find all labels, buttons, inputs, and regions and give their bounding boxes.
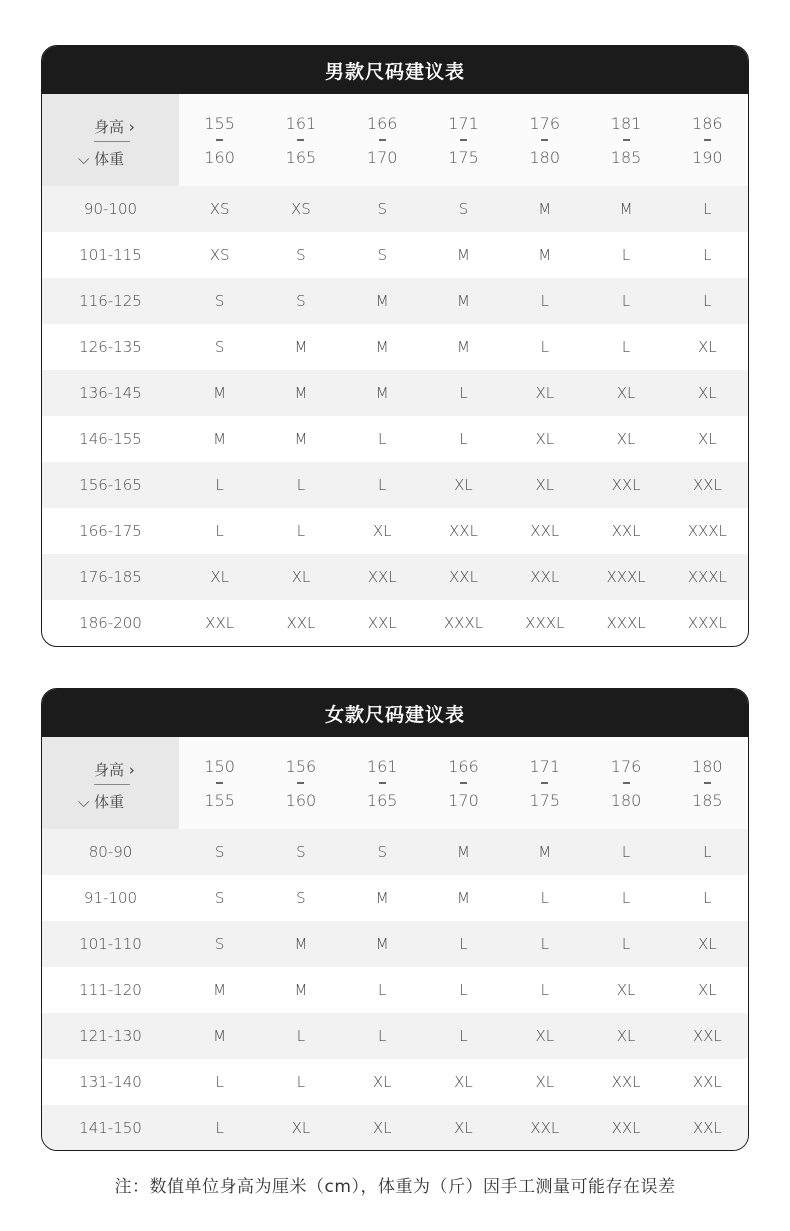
corner-cell (42, 94, 179, 186)
header-row (42, 94, 748, 186)
range-dash (379, 139, 386, 141)
height-range-min: 166 (448, 756, 479, 776)
size-cell: M (294, 430, 308, 448)
size-cell: M (538, 246, 552, 264)
size-cell: L (296, 1027, 306, 1045)
size-cell: XXL (692, 1073, 722, 1091)
height-range-header (667, 737, 748, 829)
table-row (42, 278, 748, 324)
table-row (42, 1013, 748, 1059)
men-grid (42, 94, 748, 646)
size-cell: S (296, 843, 306, 861)
size-cell: M (375, 338, 389, 356)
height-range-header (585, 737, 666, 829)
height-range-min: 161 (285, 113, 317, 133)
size-cell: L (621, 935, 631, 953)
height-range-max: 165 (285, 147, 317, 167)
size-cell: XXL (367, 568, 397, 586)
size-cell: L (296, 522, 306, 540)
corner-divider (94, 784, 130, 785)
size-cell: XL (210, 568, 229, 586)
weight-range-cell: 136-145 (79, 384, 142, 402)
size-cell: S (377, 200, 387, 218)
size-cell: XL (616, 430, 636, 448)
measurement-note: 注：数值单位身高为厘米（cm），体重为（斤）因手工测量可能存在误差 (114, 1177, 676, 1197)
weight-range-cell: 141-150 (79, 1119, 142, 1137)
size-cell: L (459, 430, 468, 448)
height-range-header (342, 737, 423, 829)
size-cell: L (215, 1119, 224, 1137)
weight-range-cell: 90-100 (83, 200, 138, 218)
weight-range-cell: 131-140 (79, 1073, 142, 1091)
height-range-max: 170 (448, 790, 479, 810)
table-row (42, 370, 748, 416)
size-cell: XL (616, 384, 636, 402)
height-range-max: 190 (692, 147, 723, 167)
size-cell: XL (535, 430, 555, 448)
size-cell: XXL (692, 1119, 722, 1137)
table-row (42, 829, 748, 875)
range-dash (541, 139, 548, 141)
size-cell: XXL (692, 476, 722, 494)
range-dash (704, 139, 711, 141)
weight-range-cell: 146-155 (79, 430, 142, 448)
size-cell: XXXL (525, 614, 565, 632)
size-cell: XL (698, 384, 717, 402)
height-range-header (342, 94, 423, 186)
size-cell: XXL (449, 522, 478, 540)
size-cell: XXL (530, 1119, 560, 1137)
size-cell: XL (291, 568, 311, 586)
size-cell: L (703, 889, 712, 907)
size-cell: M (538, 200, 552, 218)
size-cell: XXXL (687, 522, 727, 540)
height-range-header (667, 94, 748, 186)
weight-range-cell: 91-100 (83, 889, 138, 907)
size-cell: L (540, 292, 549, 310)
height-range-min: 156 (285, 756, 317, 776)
size-cell: L (540, 935, 549, 953)
size-cell: M (294, 935, 308, 953)
size-cell: XXL (611, 1119, 641, 1137)
size-cell: XL (454, 476, 473, 494)
height-range-max: 185 (610, 147, 642, 167)
table-row (42, 875, 748, 921)
table-row (42, 416, 748, 462)
size-cell: XS (209, 246, 230, 264)
table-row (42, 554, 748, 600)
range-dash (623, 782, 630, 784)
corner-cell (42, 737, 179, 829)
size-cell: S (458, 200, 469, 218)
size-cell: S (214, 843, 225, 861)
height-range-header (179, 94, 260, 186)
weight-range-cell: 186-200 (79, 614, 142, 632)
size-cell: L (378, 981, 387, 999)
size-cell: L (378, 1027, 387, 1045)
height-range-max: 185 (692, 790, 723, 810)
size-cell: S (296, 246, 306, 264)
corner-divider (94, 141, 130, 142)
height-range-min: 166 (366, 113, 398, 133)
height-range-max: 165 (366, 790, 398, 810)
men-table-title: 男款尺码建议表 (42, 46, 748, 94)
size-cell: XXL (367, 614, 397, 632)
size-cell: L (459, 935, 468, 953)
size-cell: M (457, 843, 470, 861)
size-cell: M (294, 384, 308, 402)
size-cell: L (378, 476, 387, 494)
size-cell: M (457, 246, 470, 264)
height-range-header (504, 94, 585, 186)
height-range-min: 171 (529, 756, 561, 776)
size-cell: L (621, 292, 631, 310)
size-cell: L (540, 981, 549, 999)
size-cell: L (540, 889, 549, 907)
size-cell: S (214, 935, 225, 953)
size-cell: M (294, 981, 308, 999)
size-cell: XXXL (687, 614, 727, 632)
size-cell: S (214, 338, 225, 356)
size-cell: XL (698, 935, 717, 953)
size-cell: M (375, 384, 389, 402)
size-cell: L (215, 522, 224, 540)
weight-range-cell: 111-120 (79, 981, 142, 999)
size-cell: M (375, 935, 389, 953)
size-cell: XL (535, 1073, 555, 1091)
height-range-header (423, 737, 504, 829)
size-cell: L (459, 384, 468, 402)
size-cell: M (294, 338, 308, 356)
weight-range-cell: 156-165 (79, 476, 142, 494)
height-range-min: 171 (448, 113, 479, 133)
size-cell: XXXL (443, 614, 484, 632)
height-range-min: 176 (529, 113, 561, 133)
range-dash (541, 782, 548, 784)
height-range-max: 170 (366, 147, 398, 167)
height-range-header (585, 94, 666, 186)
weight-range-cell: 101-115 (79, 246, 142, 264)
weight-range-cell: 121-130 (79, 1027, 142, 1045)
height-range-max: 160 (204, 147, 235, 167)
weight-range-cell: 116-125 (79, 292, 142, 310)
header-row (42, 737, 748, 829)
size-cell: XS (291, 200, 311, 218)
size-cell: XL (535, 384, 555, 402)
table-row (42, 967, 748, 1013)
range-dash (460, 139, 467, 141)
table-row (42, 1059, 748, 1105)
weight-axis-label: ⌵ 体重 (78, 150, 125, 168)
size-cell: M (619, 200, 633, 218)
height-range-min: 186 (692, 113, 723, 133)
table-row (42, 600, 748, 646)
size-cell: L (459, 1027, 468, 1045)
size-cell: L (703, 843, 712, 861)
size-cell: S (296, 889, 306, 907)
weight-range-cell: 80-90 (88, 843, 133, 861)
table-row (42, 232, 748, 278)
size-cell: XL (698, 430, 717, 448)
size-cell: XL (372, 1073, 392, 1091)
height-range-min: 150 (204, 756, 235, 776)
table-row (42, 462, 748, 508)
height-range-min: 181 (610, 113, 642, 133)
height-range-min: 155 (204, 113, 235, 133)
height-range-header (260, 737, 341, 829)
range-dash (460, 782, 467, 784)
size-cell: XXXL (606, 568, 646, 586)
size-cell: M (457, 338, 470, 356)
size-cell: XL (698, 338, 717, 356)
size-cell: XXL (611, 522, 641, 540)
height-range-header (260, 94, 341, 186)
weight-range-cell: 126-135 (79, 338, 142, 356)
table-row (42, 186, 748, 232)
size-cell: XL (616, 1027, 636, 1045)
size-cell: L (540, 338, 549, 356)
size-cell: XXXL (606, 614, 646, 632)
size-cell: XL (535, 1027, 555, 1045)
height-range-min: 180 (692, 756, 723, 776)
women-table-title: 女款尺码建议表 (42, 689, 748, 737)
size-cell: M (213, 1027, 227, 1045)
height-range-header (179, 737, 260, 829)
size-cell: XL (372, 522, 392, 540)
size-cell: S (214, 889, 225, 907)
height-range-header (504, 737, 585, 829)
table-row (42, 921, 748, 967)
size-cell: M (457, 292, 470, 310)
height-range-max: 180 (529, 147, 561, 167)
range-dash (704, 782, 711, 784)
height-range-max: 155 (204, 790, 235, 810)
range-dash (379, 782, 386, 784)
range-dash (623, 139, 630, 141)
height-range-max: 175 (448, 147, 479, 167)
height-range-max: 175 (529, 790, 561, 810)
height-range-header (423, 94, 504, 186)
size-cell: L (621, 246, 631, 264)
height-range-max: 160 (285, 790, 317, 810)
size-cell: XXXL (687, 568, 727, 586)
size-cell: L (296, 1073, 306, 1091)
size-cell: XXL (449, 568, 478, 586)
size-cell: L (703, 200, 712, 218)
height-axis-label: 身高 › (94, 761, 135, 779)
weight-axis-label: ⌵ 体重 (78, 793, 125, 811)
size-cell: L (621, 338, 631, 356)
height-range-min: 176 (610, 756, 642, 776)
size-cell: XXL (611, 476, 641, 494)
size-cell: XXL (530, 568, 560, 586)
size-cell: XXL (205, 614, 235, 632)
height-range-max: 180 (610, 790, 642, 810)
women-size-table (41, 688, 749, 1151)
size-cell: L (378, 430, 387, 448)
size-cell: S (377, 246, 387, 264)
size-cell: L (621, 843, 631, 861)
weight-range-cell: 176-185 (79, 568, 142, 586)
size-cell: L (296, 476, 306, 494)
size-cell: XL (454, 1119, 473, 1137)
size-cell: S (296, 292, 306, 310)
height-range-min: 161 (366, 756, 398, 776)
size-cell: M (538, 843, 552, 861)
range-dash (216, 782, 223, 784)
table-row (42, 508, 748, 554)
size-cell: M (213, 430, 227, 448)
size-cell: L (703, 292, 712, 310)
weight-range-cell: 166-175 (79, 522, 142, 540)
size-cell: XS (209, 200, 230, 218)
size-cell: XL (616, 981, 636, 999)
size-cell: XL (291, 1119, 311, 1137)
size-cell: L (459, 981, 468, 999)
size-cell: L (703, 246, 712, 264)
men-size-table (41, 45, 749, 647)
women-grid (42, 737, 748, 1151)
table-row (42, 1105, 748, 1151)
size-cell: L (621, 889, 631, 907)
table-row (42, 324, 748, 370)
size-cell: XXL (611, 1073, 641, 1091)
size-cell: XL (372, 1119, 392, 1137)
size-cell: M (375, 292, 389, 310)
range-dash (297, 139, 304, 141)
range-dash (216, 139, 223, 141)
size-cell: XL (454, 1073, 473, 1091)
size-cell: L (215, 1073, 224, 1091)
range-dash (297, 782, 304, 784)
height-axis-label: 身高 › (94, 118, 135, 136)
size-cell: M (213, 384, 227, 402)
size-cell: XL (535, 476, 555, 494)
size-cell: XXL (692, 1027, 722, 1045)
size-cell: S (377, 843, 387, 861)
size-cell: M (375, 889, 389, 907)
size-cell: S (214, 292, 225, 310)
size-cell: L (215, 476, 224, 494)
weight-range-cell: 101-110 (79, 935, 142, 953)
size-cell: M (213, 981, 227, 999)
size-cell: XL (698, 981, 717, 999)
size-cell: XXL (530, 522, 560, 540)
size-cell: XXL (286, 614, 316, 632)
size-cell: M (457, 889, 470, 907)
